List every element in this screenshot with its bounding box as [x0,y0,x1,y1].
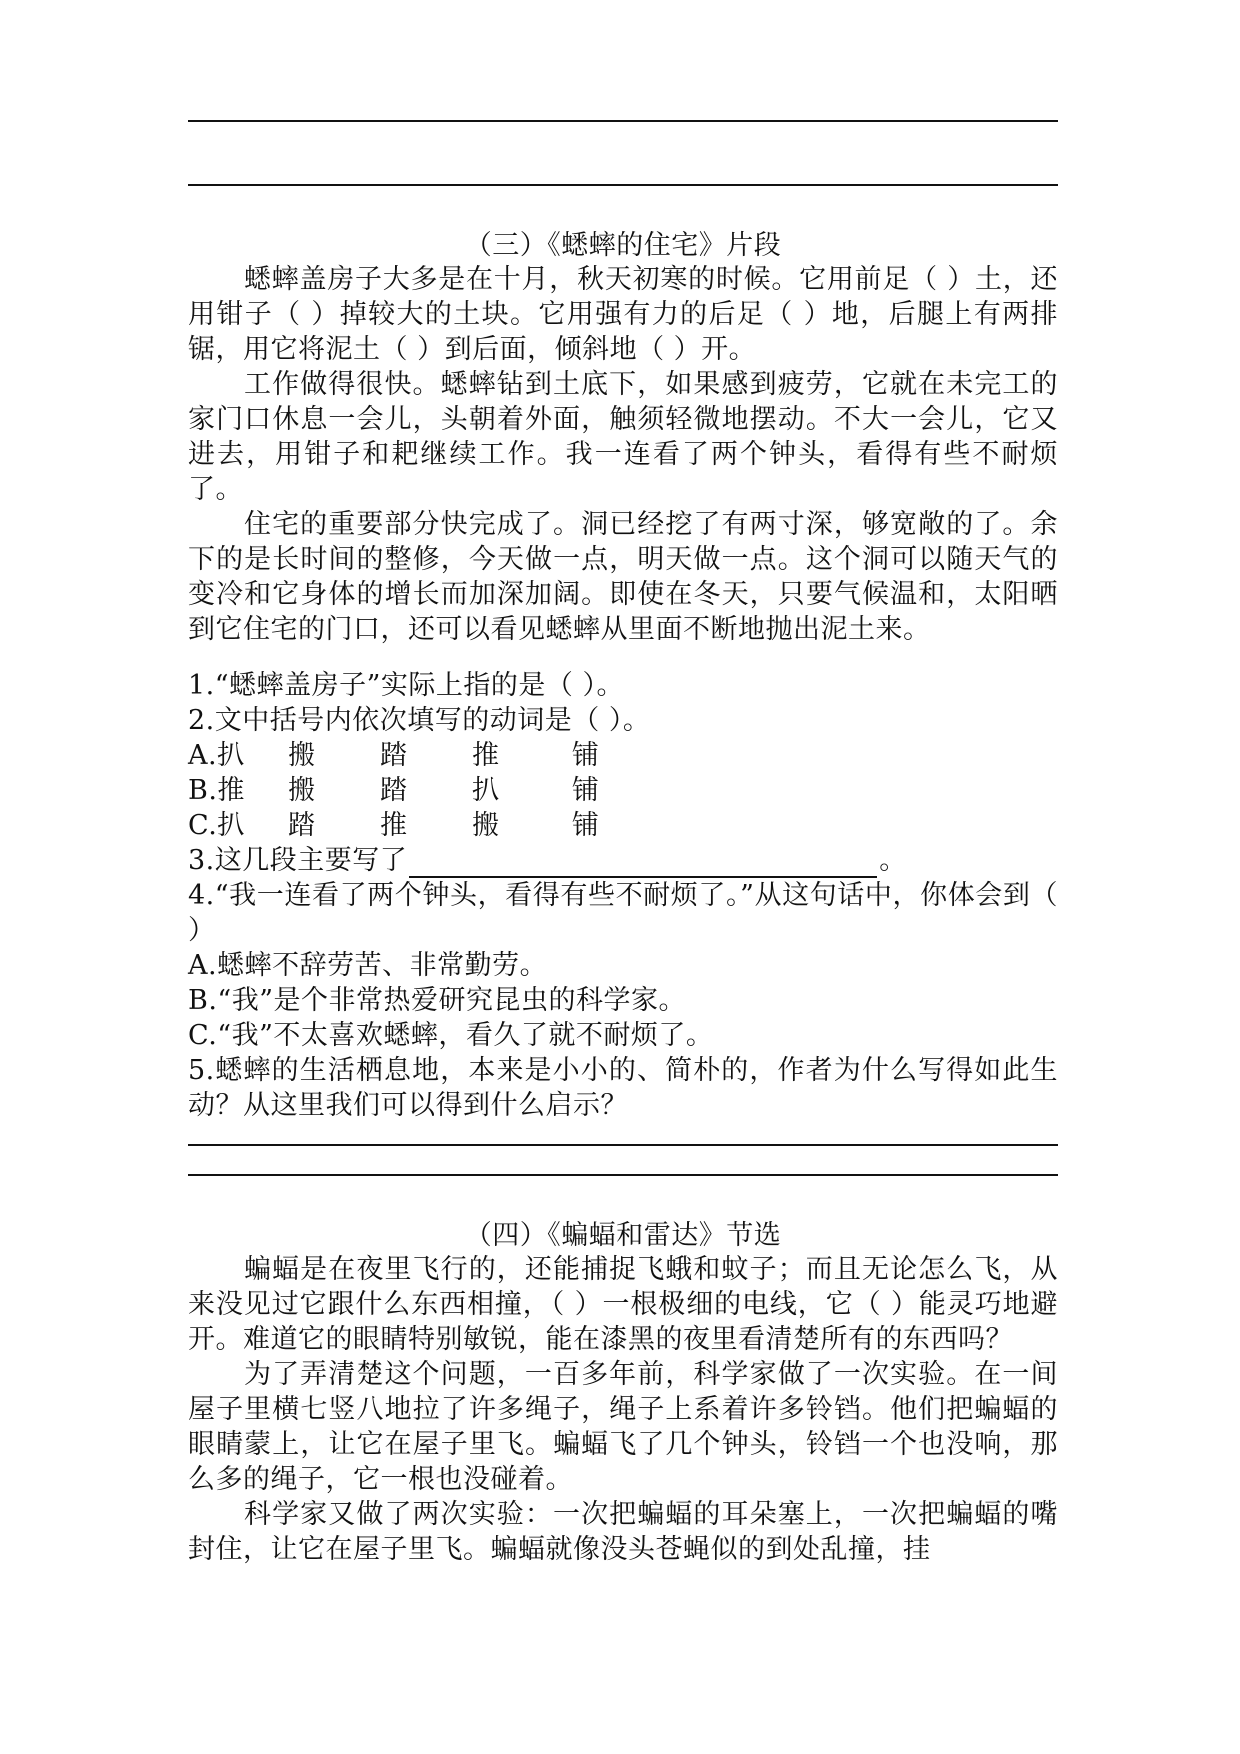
option-word: 踏 [380,740,408,771]
option-word: 铺 [572,740,600,771]
section3-passage [188,262,1058,647]
passage-paragraph: 蟋蟀盖房子大多是在十月，秋天初寒的时候。它用前足（ ）土，还用钳子（ ）掉较大的土块。它用强有力的后足（ ）地，后腿上有两排锯，用它将泥土（ ）到后面，倾斜地（ ）开。 [188,264,1058,365]
answer-line [188,1174,1058,1176]
worksheet-page [188,0,1058,1754]
question-3-end: 。 [879,845,907,876]
section4-title: （四）《蝙蝠和雷达》节选 [464,1220,782,1251]
option-word: 踏 [380,775,408,806]
q4-option-a: A.蟋蟀不辞劳苦、非常勤劳。 [188,950,548,981]
option-word: 搬 [288,775,316,806]
answer-line [188,184,1058,186]
question-5: 5.蟋蟀的生活栖息地，本来是小小的、简朴的，作者为什么写得如此生动？从这里我们可以得到什么启示？ [188,1055,1058,1121]
option-word: 扒 [472,775,500,806]
q4-option-b: B.“我”是个非常热爱研究昆虫的科学家。 [188,985,687,1016]
section3-questions [188,668,1058,1123]
q3-answer-blank[interactable] [409,850,877,878]
q2-option-b [188,773,1058,808]
passage-paragraph: 住宅的重要部分快完成了。洞已经挖了有两寸深，够宽敞的了。余下的是长时间的整修，今天做一点，明天做一点。这个洞可以随天气的变冷和它身体的增长而加深加阔。即使在冬天，只要气候温和，太阳晒到它住宅的门口，还可以看见蟋蟀从里面不断地抛出泥土来。 [188,509,1058,645]
q2-option-c [188,808,1058,843]
option-word: 推 [380,810,408,841]
option-word: B.推 [188,775,245,806]
q2-option-a [188,738,1058,773]
option-word: 踏 [288,810,316,841]
option-word: A.扒 [188,740,245,771]
answer-line [188,1144,1058,1146]
section3-title: （三）《蟋蟀的住宅》片段 [464,230,782,261]
question-1: 1.“蟋蟀盖房子”实际上指的是（ ）。 [188,670,624,701]
answer-line [188,120,1058,122]
q4-option-c: C.“我”不太喜欢蟋蟀，看久了就不耐烦了。 [188,1020,714,1051]
passage-paragraph: 为了弄清楚这个问题，一百多年前，科学家做了一次实验。在一间屋子里横七竖八地拉了许多绳子，绳子上系着许多铃铛。他们把蝙蝠的眼睛蒙上，让它在屋子里飞。蝙蝠飞了几个钟头，铃铛一个也没响，那么多的绳子，它一根也没碰着。 [188,1359,1058,1495]
question-2: 2.文中括号内依次填写的动词是（ ）。 [188,705,651,736]
question-3 [188,843,1058,878]
passage-paragraph: 工作做得很快。蟋蟀钻到土底下，如果感到疲劳，它就在未完工的家门口休息一会儿，头朝着外面，触须轻微地摆动。不大一会儿，它又进去，用钳子和耙继续工作。我一连看了两个钟头，看得有些不耐烦了。 [188,369,1058,505]
option-word: 推 [472,740,500,771]
option-word: 铺 [572,775,600,806]
passage-paragraph: 科学家又做了两次实验：一次把蝙蝠的耳朵塞上，一次把蝙蝠的嘴封住，让它在屋子里飞。蝙蝠就像没头苍蝇似的到处乱撞，挂 [188,1499,1058,1565]
option-word: C.扒 [188,810,245,841]
option-word: 搬 [472,810,500,841]
question-3-text: 3.这几段主要写了 [188,845,408,876]
option-word: 铺 [572,810,600,841]
section4-passage [188,1252,1058,1567]
passage-paragraph: 蝙蝠是在夜里飞行的，还能捕捉飞蛾和蚊子；而且无论怎么飞，从来没见过它跟什么东西相撞，（ ）一根极细的电线，它（ ）能灵巧地避开。难道它的眼睛特别敏锐，能在漆黑的夜里看清楚所有的东西吗？ [188,1254,1058,1355]
option-word: 搬 [288,740,316,771]
question-4: 4.“我一连看了两个钟头，看得有些不耐烦了。”从这句话中，你体会到（ ） [188,880,1058,946]
